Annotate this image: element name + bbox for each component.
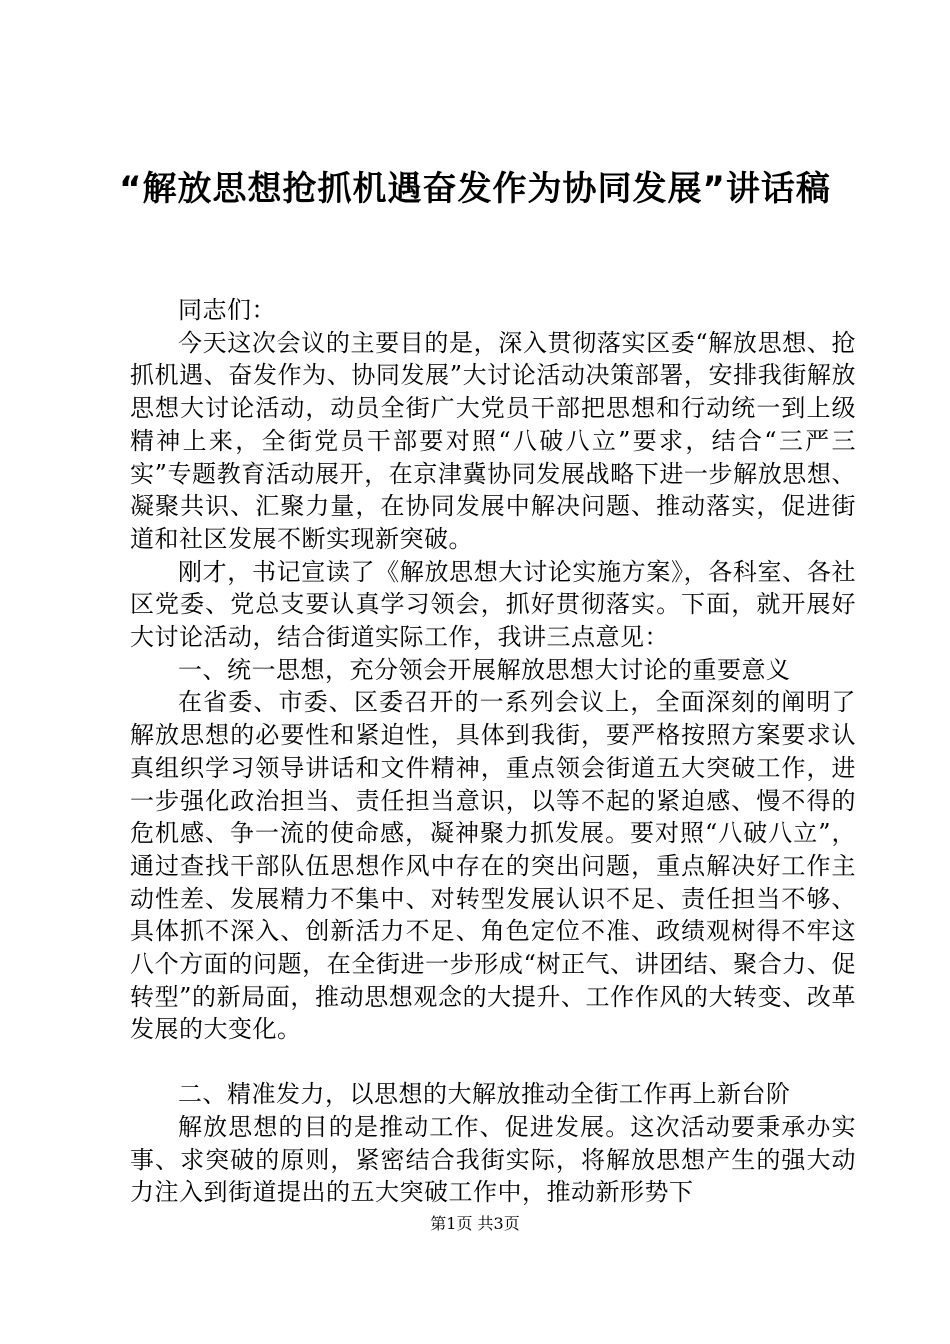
page-number-footer: 第1页 共3页	[430, 1214, 520, 1233]
section-heading: 一、统一思想，充分领会开展解放思想大讨论的重要意义	[178, 655, 791, 684]
salutation-paragraph: 同志们：	[178, 296, 276, 324]
document-body	[130, 294, 856, 1209]
body-paragraph: 解放思想的目的是推动工作、促进发展。这次活动要秉承办实事、求突破的原则，紧密结合我街实际，将解放思想产生的强大动力注入到街道提出的五大突破工作中，推动新形势下	[130, 1112, 856, 1207]
body-paragraph: 在省委、市委、区委召开的一系列会议上，全面深刻的阐明了解放思想的必要性和紧迫性，具体到我街，要严格按照方案要求认真组织学习领导讲话和文件精神，重点领会街道五大突破工作，进一步强化政治担当、责任担当意识，以等不起的紧迫感、慢不得的危机感、争一流的使命感，凝神聚力抓发展。要对照“八破八立”，通过查找干部队伍思想作风中存在的突出问题，重点解决好工作主动性差、发展精力不集中、对转型发展认识不足、责任担当不够、具体抓不深入、创新活力不足、角色定位不准、政绩观树得不牢这八个方面的问题，在全街进一步形成“树正气、讲团结、聚合力、促转型”的新局面，推动思想观念的大提升、工作作风的大转变、改革发展的大变化。	[130, 688, 856, 1044]
body-paragraph: 刚才，书记宣读了《解放思想大讨论实施方案》，各科室、各社区党委、党总支要认真学习领会，抓好贯彻落实。下面，就开展好大讨论活动，结合街道实际工作，我讲三点意见：	[130, 557, 856, 652]
body-paragraph: 今天这次会议的主要目的是，深入贯彻落实区委“解放思想、抢抓机遇、奋发作为、协同发展”大讨论活动决策部署，安排我街解放思想大讨论活动，动员全街广大党员干部把思想和行动统一到上级精神上来，全街党员干部要对照“八破八立”要求，结合“三严三实”专题教育活动展开，在京津冀协同发展战略下进一步解放思想、凝聚共识、汇聚力量，在协同发展中解决问题、推动落实，促进街道和社区发展不断实现新突破。	[130, 328, 856, 553]
document-title: “解放思想抢抓机遇奋发作为协同发展”讲话稿	[119, 169, 831, 209]
section-heading: 二、精准发力，以思想的大解放推动全街工作再上新台阶	[178, 1080, 791, 1109]
